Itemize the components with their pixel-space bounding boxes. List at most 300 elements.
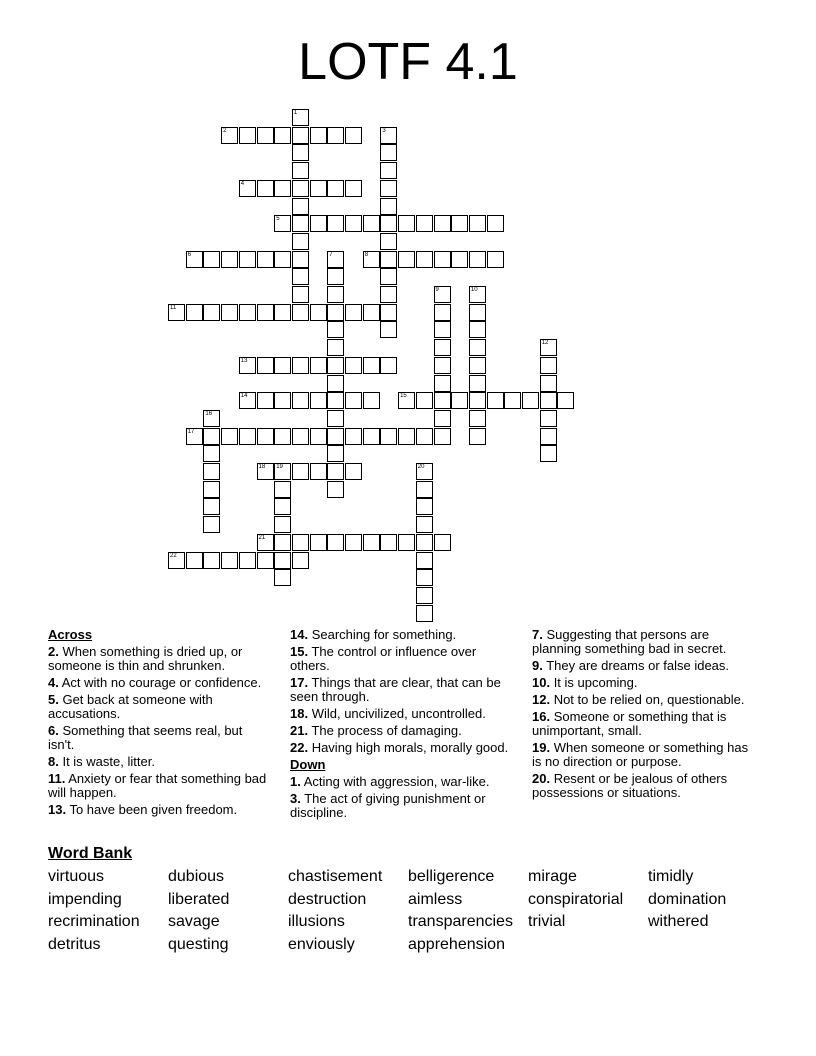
grid-cell[interactable] <box>186 304 203 321</box>
grid-cell[interactable] <box>274 127 291 144</box>
grid-cell[interactable] <box>292 392 309 409</box>
grid-cell[interactable] <box>380 428 397 445</box>
clue-number: 9. <box>532 658 543 673</box>
grid-cell[interactable] <box>540 375 557 392</box>
grid-cell[interactable] <box>292 463 309 480</box>
grid-cell[interactable] <box>469 251 486 268</box>
clue-number: 21. <box>290 723 309 738</box>
grid-cell[interactable] <box>327 463 344 480</box>
grid-cell[interactable] <box>292 286 309 303</box>
clue-text: Get back at someone with accusations. <box>48 692 213 721</box>
grid-cell[interactable] <box>292 534 309 551</box>
grid-cell[interactable] <box>292 162 309 179</box>
clue-text: Acting with aggression, war-like. <box>300 774 490 789</box>
grid-cell[interactable] <box>292 428 309 445</box>
grid-cell[interactable] <box>327 375 344 392</box>
across-clue <box>290 741 512 755</box>
grid-cell[interactable] <box>292 144 309 161</box>
grid-cell[interactable] <box>168 304 185 321</box>
clue-text: Someone or something that is unimportant, small. <box>532 709 727 738</box>
grid-cell[interactable] <box>416 498 433 515</box>
grid-cell[interactable] <box>274 251 291 268</box>
grid-cell[interactable] <box>327 286 344 303</box>
grid-cell[interactable] <box>274 569 291 586</box>
clue-number: 10 <box>470 287 478 293</box>
grid-cell[interactable] <box>274 463 291 480</box>
grid-cell[interactable] <box>416 552 433 569</box>
grid-cell[interactable] <box>469 321 486 338</box>
grid-cell[interactable] <box>239 180 256 197</box>
grid-cell[interactable] <box>274 428 291 445</box>
grid-cell[interactable] <box>363 251 380 268</box>
grid-cell[interactable] <box>540 339 557 356</box>
clue-number: 5. <box>48 692 59 707</box>
grid-cell[interactable] <box>310 392 327 409</box>
clue-number: 21 <box>258 534 266 541</box>
grid-cell[interactable] <box>327 339 344 356</box>
grid-cell[interactable] <box>416 215 433 232</box>
grid-cell[interactable] <box>327 180 344 197</box>
clue-number: 11 <box>170 304 177 311</box>
grid-cell[interactable] <box>469 215 486 232</box>
grid-cell[interactable] <box>398 428 415 445</box>
grid-cell[interactable] <box>186 251 203 268</box>
grid-cell[interactable] <box>257 552 274 569</box>
grid-cell[interactable] <box>380 144 397 161</box>
grid-cell[interactable] <box>434 534 451 551</box>
grid-cell[interactable] <box>327 268 344 285</box>
word-bank-word: illusions <box>288 913 345 930</box>
grid-cell[interactable] <box>292 198 309 215</box>
grid-cell[interactable] <box>327 321 344 338</box>
clue-text: Resent or be jealous of others possessions or situations. <box>532 771 728 800</box>
clue-number: 2. <box>48 644 59 659</box>
clue-number: 20. <box>532 771 551 786</box>
grid-cell[interactable] <box>274 392 291 409</box>
grid-cell[interactable] <box>416 534 433 551</box>
grid-cell[interactable] <box>504 392 521 409</box>
grid-cell[interactable] <box>540 445 557 462</box>
down-clue <box>532 693 754 707</box>
grid-cell[interactable] <box>203 410 220 427</box>
grid-cell[interactable] <box>168 552 185 569</box>
grid-cell[interactable] <box>380 198 397 215</box>
grid-cell[interactable] <box>469 286 486 303</box>
grid-cell[interactable] <box>416 251 433 268</box>
grid-cell[interactable] <box>292 109 309 126</box>
grid-cell[interactable] <box>274 481 291 498</box>
clue-number: 7. <box>532 627 543 642</box>
clue-text: It is waste, litter. <box>58 754 155 769</box>
grid-cell[interactable] <box>292 127 309 144</box>
clue-number: 16. <box>532 709 551 724</box>
grid-cell[interactable] <box>345 180 362 197</box>
grid-cell[interactable] <box>292 357 309 374</box>
clue-text: Anxiety or fear that something bad will happen. <box>48 771 267 800</box>
grid-cell[interactable] <box>434 428 451 445</box>
grid-cell[interactable] <box>310 357 327 374</box>
grid-cell[interactable] <box>469 410 486 427</box>
grid-cell[interactable] <box>239 127 256 144</box>
grid-cell[interactable] <box>257 392 274 409</box>
grid-cell[interactable] <box>327 215 344 232</box>
across-clue <box>48 693 270 721</box>
clue-text: Things that are clear, that can be seen through. <box>290 675 501 704</box>
grid-cell[interactable] <box>380 304 397 321</box>
grid-cell[interactable] <box>345 357 362 374</box>
clue-number: 18. <box>290 706 309 721</box>
grid-cell[interactable] <box>434 251 451 268</box>
grid-cell[interactable] <box>274 516 291 533</box>
word-bank-word: destruction <box>288 890 367 908</box>
grid-cell[interactable] <box>239 251 256 268</box>
word-bank-word: domination <box>648 890 727 908</box>
grid-cell[interactable] <box>239 392 256 409</box>
word-bank-word: virtuous <box>48 868 105 885</box>
grid-cell[interactable] <box>451 251 468 268</box>
grid-cell[interactable] <box>434 375 451 392</box>
grid-cell[interactable] <box>327 304 344 321</box>
word-bank-word: timidly <box>648 868 694 885</box>
grid-cell[interactable] <box>540 410 557 427</box>
grid-cell[interactable] <box>292 180 309 197</box>
grid-cell[interactable] <box>434 304 451 321</box>
word-bank-word: belligerence <box>408 868 495 885</box>
word-bank-word: aimless <box>408 890 463 908</box>
across-clue <box>48 772 270 800</box>
grid-cell[interactable] <box>203 251 220 268</box>
grid-cell[interactable] <box>203 428 220 445</box>
grid-cell[interactable] <box>434 286 451 303</box>
down-clue <box>532 710 754 738</box>
grid-cell[interactable] <box>310 463 327 480</box>
clue-text: The control or influence over others. <box>290 644 477 673</box>
grid-cell[interactable] <box>310 127 327 144</box>
grid-cell[interactable] <box>363 357 380 374</box>
grid-cell[interactable] <box>274 552 291 569</box>
grid-cell[interactable] <box>380 357 397 374</box>
clue-number: 7 <box>329 251 333 258</box>
clue-number: 17. <box>290 675 309 690</box>
clue-number: 22 <box>170 552 177 559</box>
grid-cell[interactable] <box>203 463 220 480</box>
grid-cell[interactable] <box>203 481 220 498</box>
grid-cell[interactable] <box>398 251 415 268</box>
clue-number: 18 <box>258 464 266 470</box>
grid-cell[interactable] <box>469 375 486 392</box>
grid-cell[interactable] <box>434 215 451 232</box>
clue-number: 16 <box>205 410 213 417</box>
grid-cell[interactable] <box>363 215 380 232</box>
grid-cell[interactable] <box>363 392 380 409</box>
grid-cell[interactable] <box>203 498 220 515</box>
grid-cell[interactable] <box>239 357 256 374</box>
grid-cell[interactable] <box>380 534 397 551</box>
clue-text: Something that seems real, but isn't. <box>48 723 243 752</box>
grid-cell[interactable] <box>327 410 344 427</box>
clue-number: 19. <box>532 740 551 755</box>
grid-cell[interactable] <box>487 215 504 232</box>
clue-number: 6 <box>187 251 192 258</box>
grid-cell[interactable] <box>345 534 362 551</box>
across-clue <box>290 707 512 721</box>
word-bank-word: recrimination <box>48 913 140 930</box>
grid-cell[interactable] <box>292 215 309 232</box>
down-clue <box>532 659 754 673</box>
grid-cell[interactable] <box>398 392 415 409</box>
grid-cell[interactable] <box>310 428 327 445</box>
word-bank-word: enviously <box>288 935 355 953</box>
grid-cell[interactable] <box>257 251 274 268</box>
grid-cell[interactable] <box>203 304 220 321</box>
grid-cell[interactable] <box>327 534 344 551</box>
down-header: Down <box>290 757 326 772</box>
grid-cell[interactable] <box>327 445 344 462</box>
grid-cell[interactable] <box>487 392 504 409</box>
clue-number: 20 <box>417 464 425 470</box>
grid-cell[interactable] <box>257 127 274 144</box>
word-bank-word: savage <box>168 913 220 930</box>
grid-cell[interactable] <box>274 180 291 197</box>
clue-text: The act of giving punishment or discipline. <box>290 791 486 820</box>
down-clue <box>532 676 754 690</box>
grid-cell[interactable] <box>380 286 397 303</box>
down-clue <box>290 775 512 789</box>
grid-cell[interactable] <box>345 127 362 144</box>
grid-cell[interactable] <box>292 251 309 268</box>
grid-cell[interactable] <box>416 587 433 604</box>
clue-text: Act with no courage or confidence. <box>58 675 262 690</box>
grid-cell[interactable] <box>203 445 220 462</box>
clue-number: 13 <box>240 357 248 364</box>
grid-cell[interactable] <box>274 498 291 515</box>
clue-text: When someone or something has is no direction or purpose. <box>532 740 749 769</box>
grid-cell[interactable] <box>416 516 433 533</box>
down-clue <box>532 741 754 769</box>
grid-cell[interactable] <box>380 180 397 197</box>
clue-number: 6. <box>48 723 59 738</box>
word-bank-word: mirage <box>528 868 577 885</box>
grid-cell[interactable] <box>186 428 203 445</box>
clue-text: The process of damaging. <box>308 723 462 738</box>
across-clue <box>290 645 512 673</box>
grid-cell[interactable] <box>221 304 238 321</box>
across-clue <box>290 676 512 704</box>
clue-number: 12 <box>541 340 549 347</box>
grid-cell[interactable] <box>345 304 362 321</box>
grid-cell[interactable] <box>292 552 309 569</box>
grid-cell[interactable] <box>345 392 362 409</box>
grid-cell[interactable] <box>398 215 415 232</box>
grid-cell[interactable] <box>469 304 486 321</box>
clue-number: 13. <box>48 802 67 817</box>
grid-cell[interactable] <box>380 321 397 338</box>
grid-cell[interactable] <box>345 215 362 232</box>
clue-text: Having high morals, morally good. <box>308 740 509 755</box>
clue-number: 1 <box>293 110 298 116</box>
clue-text: Suggesting that persons are planning something bad in secret. <box>532 627 727 656</box>
grid-cell[interactable] <box>239 552 256 569</box>
grid-cell[interactable] <box>416 605 433 622</box>
grid-cell[interactable] <box>310 304 327 321</box>
clue-number: 1. <box>290 774 301 789</box>
grid-cell[interactable] <box>380 162 397 179</box>
grid-cell[interactable] <box>469 357 486 374</box>
grid-cell[interactable] <box>257 534 274 551</box>
grid-cell[interactable] <box>380 215 397 232</box>
grid-cell[interactable] <box>451 215 468 232</box>
grid-cell[interactable] <box>363 428 380 445</box>
word-bank-word: liberated <box>168 890 230 908</box>
grid-cell[interactable] <box>274 304 291 321</box>
grid-cell[interactable] <box>416 463 433 480</box>
grid-cell[interactable] <box>416 569 433 586</box>
grid-cell[interactable] <box>221 552 238 569</box>
grid-cell[interactable] <box>257 357 274 374</box>
grid-cell[interactable] <box>363 534 380 551</box>
across-clue <box>290 628 512 642</box>
clue-text: It is upcoming. <box>550 675 638 690</box>
grid-cell[interactable] <box>239 304 256 321</box>
grid-cell[interactable] <box>434 357 451 374</box>
grid-cell[interactable] <box>380 127 397 144</box>
grid-cell[interactable] <box>327 127 344 144</box>
grid-cell[interactable] <box>345 428 362 445</box>
clue-number: 5 <box>276 216 280 223</box>
word-bank-word: chastisement <box>288 868 383 885</box>
grid-cell[interactable] <box>274 357 291 374</box>
grid-cell[interactable] <box>434 321 451 338</box>
grid-cell[interactable] <box>380 251 397 268</box>
grid-cell[interactable] <box>257 428 274 445</box>
grid-cell[interactable] <box>203 552 220 569</box>
clue-number: 2 <box>223 127 227 134</box>
down-clue <box>290 792 512 820</box>
across-clue <box>48 676 270 690</box>
across-header: Across <box>48 627 93 642</box>
grid-cell[interactable] <box>327 428 344 445</box>
grid-cell[interactable] <box>345 463 362 480</box>
grid-cell[interactable] <box>274 534 291 551</box>
clue-column-3 <box>532 628 754 803</box>
grid-cell[interactable] <box>540 428 557 445</box>
clue-number: 12. <box>532 692 551 707</box>
clue-text: Searching for something. <box>308 627 457 642</box>
grid-cell[interactable] <box>310 215 327 232</box>
word-bank-word: questing <box>168 935 229 953</box>
clue-number: 4 <box>240 180 245 187</box>
across-clue <box>48 755 270 769</box>
across-clue <box>48 803 270 817</box>
word-bank-title: Word Bank <box>48 845 133 862</box>
grid-cell[interactable] <box>310 534 327 551</box>
grid-cell[interactable] <box>327 392 344 409</box>
grid-cell[interactable] <box>310 180 327 197</box>
word-bank-word: detritus <box>48 935 101 953</box>
page-title: LOTF 4.1 <box>298 33 518 91</box>
across-clue <box>290 724 512 738</box>
grid-cell[interactable] <box>540 392 557 409</box>
grid-cell[interactable] <box>274 215 291 232</box>
down-clue <box>532 628 754 656</box>
clue-number: 15. <box>290 644 309 659</box>
clue-text: Not to be relied on, questionable. <box>550 692 745 707</box>
grid-cell[interactable] <box>257 180 274 197</box>
clue-number: 3. <box>290 791 301 806</box>
grid-cell[interactable] <box>186 552 203 569</box>
grid-cell[interactable] <box>327 357 344 374</box>
word-bank-word: dubious <box>168 868 225 885</box>
grid-cell[interactable] <box>292 304 309 321</box>
grid-cell[interactable] <box>398 534 415 551</box>
clue-number: 14 <box>240 393 248 400</box>
grid-cell[interactable] <box>416 392 433 409</box>
grid-cell[interactable] <box>540 357 557 374</box>
clue-column-2 <box>290 628 512 823</box>
clue-number: 4. <box>48 675 59 690</box>
clue-number: 14. <box>290 627 309 642</box>
grid-cell[interactable] <box>363 304 380 321</box>
grid-cell[interactable] <box>292 233 309 250</box>
across-clue <box>48 724 270 752</box>
grid-cell[interactable] <box>469 428 486 445</box>
clue-number: 8. <box>48 754 59 769</box>
grid-cell[interactable] <box>416 428 433 445</box>
clue-text: To have been given freedom. <box>66 802 238 817</box>
clue-number: 15 <box>400 393 407 400</box>
grid-cell[interactable] <box>221 251 238 268</box>
across-clue <box>48 645 270 673</box>
word-bank-word: apprehension <box>408 935 505 953</box>
clue-text: When something is dried up, or someone is thin and shrunken. <box>48 644 243 673</box>
word-bank-word: conspiratorial <box>528 890 624 908</box>
grid-cell[interactable] <box>416 481 433 498</box>
grid-cell[interactable] <box>434 392 451 409</box>
grid-cell[interactable] <box>239 428 256 445</box>
grid-cell[interactable] <box>257 304 274 321</box>
grid-cell[interactable] <box>257 463 274 480</box>
grid-cell[interactable] <box>203 516 220 533</box>
clue-number: 11. <box>48 771 66 786</box>
grid-cell[interactable] <box>434 410 451 427</box>
grid-cell[interactable] <box>522 392 539 409</box>
grid-cell[interactable] <box>469 392 486 409</box>
down-clue <box>532 772 754 800</box>
grid-cell[interactable] <box>380 233 397 250</box>
word-bank-word: trivial <box>528 913 566 930</box>
grid-cell[interactable] <box>557 392 574 409</box>
clue-text: They are dreams or false ideas. <box>542 658 730 673</box>
grid-cell[interactable] <box>434 339 451 356</box>
clue-text: Wild, uncivilized, uncontrolled. <box>308 706 486 721</box>
grid-cell[interactable] <box>327 251 344 268</box>
grid-cell[interactable] <box>327 481 344 498</box>
grid-cell[interactable] <box>221 428 238 445</box>
clue-number: 3 <box>382 127 386 134</box>
word-bank-word: transparencies <box>408 913 513 930</box>
grid-cell[interactable] <box>221 127 238 144</box>
clue-number: 17 <box>187 428 195 435</box>
grid-cell[interactable] <box>487 251 504 268</box>
word-bank-word: withered <box>648 913 709 930</box>
grid-cell[interactable] <box>451 392 468 409</box>
clue-number: 10. <box>532 675 551 690</box>
grid-cell[interactable] <box>292 268 309 285</box>
grid-cell[interactable] <box>469 339 486 356</box>
clue-column-1 <box>48 628 270 820</box>
grid-cell[interactable] <box>380 268 397 285</box>
clue-number: 19 <box>276 464 283 470</box>
